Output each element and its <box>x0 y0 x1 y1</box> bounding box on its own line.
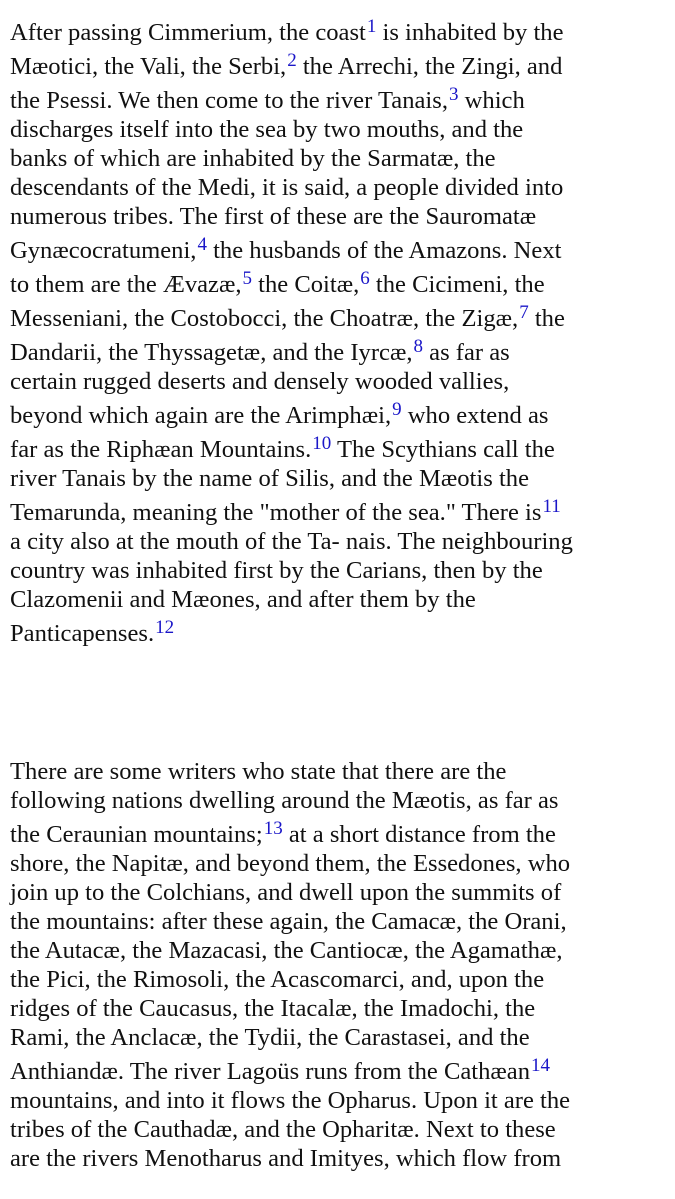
text-line <box>10 1023 669 1052</box>
text-line <box>10 994 669 1023</box>
text-line <box>10 338 669 367</box>
text-segment: There are some writers who state that there are the <box>10 758 507 785</box>
text-segment: a city also at the mouth of the Ta- nais. The neighbouring <box>10 528 573 555</box>
text-line <box>10 52 669 81</box>
text-segment: who extend as <box>401 402 549 429</box>
text-line <box>10 965 669 994</box>
text-segment: Rami, the Anclacæ, the Tydii, the Carastasei, and the <box>10 1024 530 1051</box>
text-segment: the Pici, the Rimosoli, the Acascomarci, and, upon the <box>10 966 545 993</box>
footnote-link-11[interactable]: 11 <box>542 496 561 517</box>
paragraph-2 <box>10 757 669 1173</box>
text-line <box>10 173 669 202</box>
text-segment: banks of which are inhabited by the Sarmatæ, the <box>10 145 496 172</box>
text-line <box>10 86 669 115</box>
text-line <box>10 820 669 849</box>
text-segment: the Psessi. We then come to the river Tanais, <box>10 87 448 114</box>
text-line <box>10 907 669 936</box>
text-line <box>10 270 669 299</box>
footnote-link-7[interactable]: 7 <box>519 302 529 323</box>
text-segment: to them are the Ævazæ, <box>10 271 242 298</box>
footnote-link-3[interactable]: 3 <box>448 84 459 105</box>
text-segment: which <box>458 87 525 114</box>
text-segment: Anthiandæ. The river Lagoüs runs from the Cathæan <box>10 1058 531 1085</box>
text-line <box>10 435 669 464</box>
text-line <box>10 367 669 396</box>
text-line <box>10 849 669 878</box>
text-segment: the mountains: after these again, the Camacæ, the Orani, <box>10 908 567 935</box>
text-segment: After passing Cimmerium, the coast <box>10 19 366 46</box>
text-segment: beyond which again are the Arimphæi, <box>10 402 392 429</box>
text-segment: join up to the Colchians, and dwell upon the summits of <box>10 879 562 906</box>
text-segment: far as the Riphæan Mountains. <box>10 436 312 463</box>
text-segment: the Autacæ, the Mazacasi, the Cantiocæ, the Agamathæ, <box>10 937 563 964</box>
text-segment: mountains, and into it flows the Opharus. Upon it are the <box>10 1087 571 1114</box>
footnote-link-6[interactable]: 6 <box>360 268 370 289</box>
footnote-link-13[interactable]: 13 <box>263 818 283 839</box>
text-segment: tribes of the Cauthadæ, and the Opharitæ. Next to these <box>10 1116 556 1143</box>
text-segment: shore, the Napitæ, and beyond them, the Essedones, who <box>10 850 571 877</box>
text-line <box>10 304 669 333</box>
text-segment: discharges itself into the sea by two mouths, and the <box>10 116 524 143</box>
text-segment: the husbands of the Amazons. Next <box>206 237 562 264</box>
footnote-link-8[interactable]: 8 <box>413 336 424 357</box>
text-segment: numerous tribes. The first of these are the Sauromatæ <box>10 203 537 230</box>
text-segment: are the rivers Menotharus and Imityes, which flow from <box>10 1145 562 1172</box>
paragraph-1 <box>10 18 669 648</box>
text-segment: the Arrechi, the Zingi, and <box>296 53 563 80</box>
text-line <box>10 18 669 47</box>
footnote-link-12[interactable]: 12 <box>155 617 175 638</box>
footnote-link-1[interactable]: 1 <box>366 16 377 37</box>
text-line <box>10 527 669 556</box>
text-line <box>10 757 669 786</box>
text-segment: Mæotici, the Vali, the Serbi, <box>10 53 287 80</box>
text-segment: is inhabited by the <box>376 19 564 46</box>
text-segment: Clazomenii and Mæones, and after them by the <box>10 586 476 613</box>
text-line <box>10 401 669 430</box>
text-segment: Panticapenses. <box>10 620 155 647</box>
text-line <box>10 786 669 815</box>
text-segment: the Ceraunian mountains; <box>10 821 263 848</box>
text-segment: certain rugged deserts and densely wooded vallies, <box>10 368 510 395</box>
text-line <box>10 619 669 648</box>
text-segment: Gynæcocratumeni, <box>10 237 197 264</box>
footnote-link-9[interactable]: 9 <box>392 399 402 420</box>
text-segment: the <box>528 305 565 332</box>
text-line <box>10 464 669 493</box>
text-line <box>10 202 669 231</box>
footnote-link-2[interactable]: 2 <box>287 50 297 71</box>
text-line <box>10 498 669 527</box>
text-segment: Temarunda, meaning the "mother of the sea." There is <box>10 499 542 526</box>
footnote-link-10[interactable]: 10 <box>312 433 332 454</box>
text-line <box>10 556 669 585</box>
text-segment: Dandarii, the Thyssagetæ, and the Iyrcæ, <box>10 339 413 366</box>
text-segment: The Scythians call the <box>331 436 555 463</box>
text-line <box>10 936 669 965</box>
text-line <box>10 585 669 614</box>
text-line <box>10 1086 669 1115</box>
footnote-link-4[interactable]: 4 <box>197 234 207 255</box>
text-segment: river Tanais by the name of Silis, and the Mæotis the <box>10 465 529 492</box>
text-segment: at a short distance from the <box>282 821 556 848</box>
text-line <box>10 144 669 173</box>
text-line <box>10 1115 669 1144</box>
text-line <box>10 1057 669 1086</box>
text-line <box>10 236 669 265</box>
text-line <box>10 878 669 907</box>
footnote-link-14[interactable]: 14 <box>531 1055 551 1076</box>
text-line <box>10 115 669 144</box>
text-segment: following nations dwelling around the Mæotis, as far as <box>10 787 559 814</box>
text-segment: the Cicimeni, the <box>369 271 545 298</box>
text-line <box>10 1144 669 1173</box>
text-segment: Messeniani, the Costobocci, the Choatræ, the Zigæ, <box>10 305 519 332</box>
footnote-link-5[interactable]: 5 <box>242 268 253 289</box>
text-segment: country was inhabited first by the Carians, then by the <box>10 557 543 584</box>
text-segment: the Coitæ, <box>252 271 360 298</box>
text-segment: ridges of the Caucasus, the Itacalæ, the Imadochi, the <box>10 995 536 1022</box>
text-segment: as far as <box>423 339 510 366</box>
text-segment: descendants of the Medi, it is said, a people divided into <box>10 174 564 201</box>
